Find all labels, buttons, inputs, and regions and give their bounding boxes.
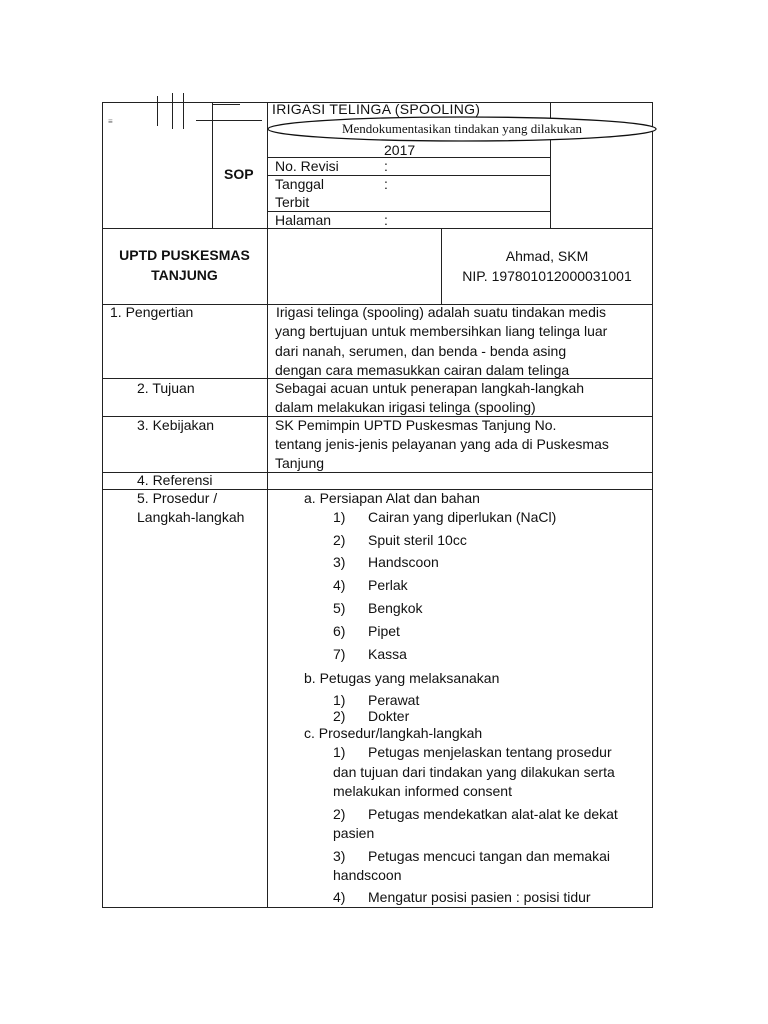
a-item-number: 3) [333,554,346,570]
meta-label-terbit: Terbit [275,194,310,210]
pengertian-line: dari nanah, serumen, dan benda - benda asing [275,343,567,359]
stamp-text: Mendokumentasikan tindakan yang dilakukan [341,121,583,136]
org-name-line2: TANJUNG [151,267,218,283]
a-item-number: 4) [333,577,346,593]
signer-name: Ahmad, SKM [505,248,589,264]
a-item-text: Kassa [368,646,407,662]
section-label-prosedur: 5. Prosedur / [137,490,218,506]
prosedur-a-title: a. Persiapan Alat dan bahan [304,490,480,506]
section-label-tujuan: 2. Tujuan [137,380,195,396]
org-name-line1: UPTD PUSKESMAS [119,247,250,263]
section-label-prosedur-sub: Langkah-langkah [137,509,245,525]
section-label-kebijakan: 3. Kebijakan [137,417,215,433]
c-item-text: Mengatur posisi pasien : posisi tidur [368,889,591,905]
document-title: IRIGASI TELINGA (SPOOLING) [272,101,481,117]
c-item-text: Petugas mendekatkan alat-alat ke dekat [368,806,618,822]
c-item-number: 4) [333,889,346,905]
c-item-number: 3) [333,848,346,864]
meta-value-tanggal: : [384,176,388,192]
b-item-number: 2) [333,708,346,724]
tujuan-line: Sebagai acuan untuk penerapan langkah-langkah [275,380,585,396]
prosedur-b-title: b. Petugas yang melaksanakan [304,670,500,686]
a-item-number: 1) [333,509,346,525]
sop-label: SOP [224,166,254,182]
tujuan-line: dalam melakukan irigasi telinga (spooling) [275,399,536,415]
a-item-text: Handscoon [368,554,439,570]
c-item-text: Petugas menjelaskan tentang prosedur [368,744,612,760]
c-item-cont: handscoon [333,867,402,883]
doc-year: 2017 [384,142,416,158]
b-item-number: 1) [333,692,346,708]
c-item-text: Petugas mencuci tangan dan memakai [368,848,611,864]
meta-label-halaman: Halaman [275,212,332,228]
a-item-number: 6) [333,623,346,639]
meta-label-tanggal: Tanggal [275,176,325,192]
meta-value-halaman: : [384,212,388,228]
a-item-number: 5) [333,600,346,616]
pengertian-line: Irigasi telinga (spooling) adalah suatu tindakan medis [276,304,606,320]
a-item-text: Cairan yang diperlukan (NaCl) [368,509,557,525]
meta-label-revisi: No. Revisi [275,158,339,174]
kebijakan-line: Tanjung [275,455,325,471]
kebijakan-line: tentang jenis-jenis pelayanan yang ada di Puskesmas [275,436,609,452]
c-item-number: 2) [333,806,346,822]
a-item-text: Bengkok [368,600,423,616]
pengertian-line: dengan cara memasukkan cairan dalam telinga [275,362,570,378]
a-item-text: Pipet [368,623,400,639]
c-item-number: 1) [333,744,346,760]
section-label-pengertian: 1. Pengertian [110,304,194,320]
c-item-cont: dan tujuan dari tindakan yang dilakukan serta [333,764,615,780]
a-item-text: Perlak [368,577,408,593]
b-item-text: Perawat [368,692,420,708]
section-label-referensi: 4. Referensi [137,472,213,488]
c-item-cont: melakukan informed consent [333,783,512,799]
meta-value-revisi: : [384,158,388,174]
signer-nip: NIP. 197801012000031001 [462,268,632,284]
a-item-text: Spuit steril 10cc [368,532,467,548]
pengertian-line: yang bertujuan untuk membersihkan liang telinga luar [275,323,608,339]
c-item-cont: pasien [333,825,375,841]
b-item-text: Dokter [368,708,410,724]
kebijakan-line: SK Pemimpin UPTD Puskesmas Tanjung No. [275,417,557,433]
a-item-number: 2) [333,532,346,548]
a-item-number: 7) [333,646,346,662]
prosedur-c-title: c. Prosedur/langkah-langkah [304,725,483,741]
small-mark: ≡ [108,117,113,126]
